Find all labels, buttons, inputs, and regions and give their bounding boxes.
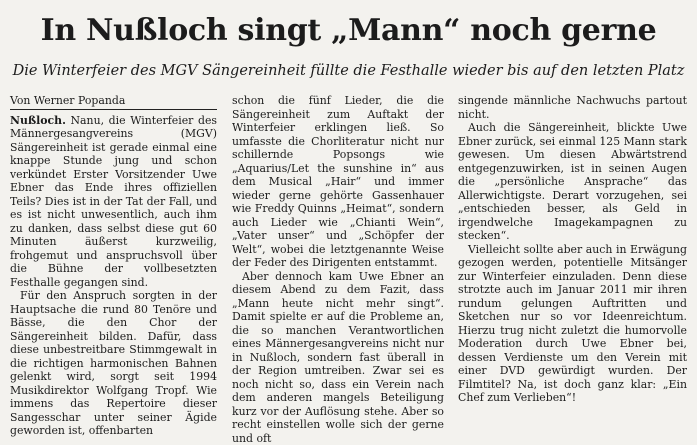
- article-paragraph: [10, 114, 217, 290]
- article-column-1: [10, 94, 217, 396]
- article-subheadline: Die Winterfeier des MGV Sängereinheit füllte die Festhalle wieder bis auf den letzten Platz: [0, 62, 697, 80]
- paragraph-text: Nanu, die Winterfeier des Männergesangvereins (MGV) Sängereinheit ist gerade einmal eine knappe Stunde jung und schon verkündet Erster Vorsitzender Uwe Ebner das Ende ihres offiziellen Teils? Dies ist in der Tat der Fall, und es ist nicht unwesentlich, auch ihm zu danken, dass selbst diese gut 60 Minuten äußerst kurzweilig, frohgemut und anspruchsvoll über die Bühne der vollbesetzten Festhalle gegangen sind.: [10, 114, 217, 289]
- article-paragraph: Vielleicht sollte aber auch in Erwägung gezogen werden, potentielle Mitsänger zur Winterfeier einzuladen. Denn diese strotzte auch im Januar 2011 mir ihren rundum gelungen Auftritten und Sketchen nur so vor Ideenreichtum. Hierzu trug nicht zuletzt die humorvolle Moderation durch Uwe Ebner bei, dessen Verdienste um den Verein mit einer DVD gewürdigt wurden. Der Filmtitel? Na, ist doch ganz klar: „Ein Chef zum Verlieben“!: [458, 243, 687, 405]
- article-paragraph: singende männliche Nachwuchs partout nicht.: [458, 94, 687, 121]
- dateline-place: Nußloch.: [10, 114, 66, 127]
- article-paragraph: schon die fünf Lieder, die die Sängereinheit zum Auftakt der Winterfeier erklingen ließ. So umfasste die Chorliteratur nicht nur schillernde Popsongs wie „Aquarius/Let the sunshine in“ aus dem Musical „Hair“ und immer wieder gerne gehörte Gassenhauer wie Freddy Quinns „Heimat“, sondern auch Lieder wie „Chianti Wein“, „Vater unser“ und „Schöpfer der Welt“, wobei die letztgenannte Weise der Feder des Dirigenten entstammt.: [232, 94, 444, 270]
- article-paragraph: Auch die Sängereinheit, blickte Uwe Ebner zurück, sei einmal 125 Mann stark gewesen. Um diesen Abwärtstrend entgegenzuwirken, ist in seinen Augen die „persönliche Ansprache“ das Allerwichtigste. Derart vorzugehen, sei „entschieden besser, als Geld in irgendwelche Imagekampagnen zu stecken“.: [458, 121, 687, 243]
- article-column-2: [232, 94, 444, 396]
- article-byline: Von Werner Popanda: [10, 94, 217, 110]
- article-column-3: [458, 94, 687, 396]
- article-paragraph: Aber dennoch kam Uwe Ebner an diesem Abend zu dem Fazit, dass „Mann heute nicht mehr singt“. Damit spielte er auf die Probleme an, die so manchen Verantwortlichen eines Männergesangvereins nicht nur in Nußloch, sondern fast überall in der Region umtreiben. Zwar sei es noch nicht so, dass ein Verein nach dem anderen mangels Beteiligung kurz vor der Auflösung stehe. Aber so recht einstellen wolle sich der gerne und oft: [232, 270, 444, 445]
- article-headline: In Nußloch singt „Mann“ noch gerne: [0, 14, 697, 48]
- article-paragraph: Für den Anspruch sorgten in der Hauptsache die rund 80 Tenöre und Bässe, die den Chor der Sängereinheit bilden. Dafür, dass diese unbestreitbare Stimmgewalt in die richtigen harmonischen Bahnen gelenkt wird, sorgt seit 1994 Musikdirektor Wolfgang Tropf. Wie immens das Repertoire dieser Sangesschar unter seiner Ägide geworden ist, offenbarten: [10, 289, 217, 438]
